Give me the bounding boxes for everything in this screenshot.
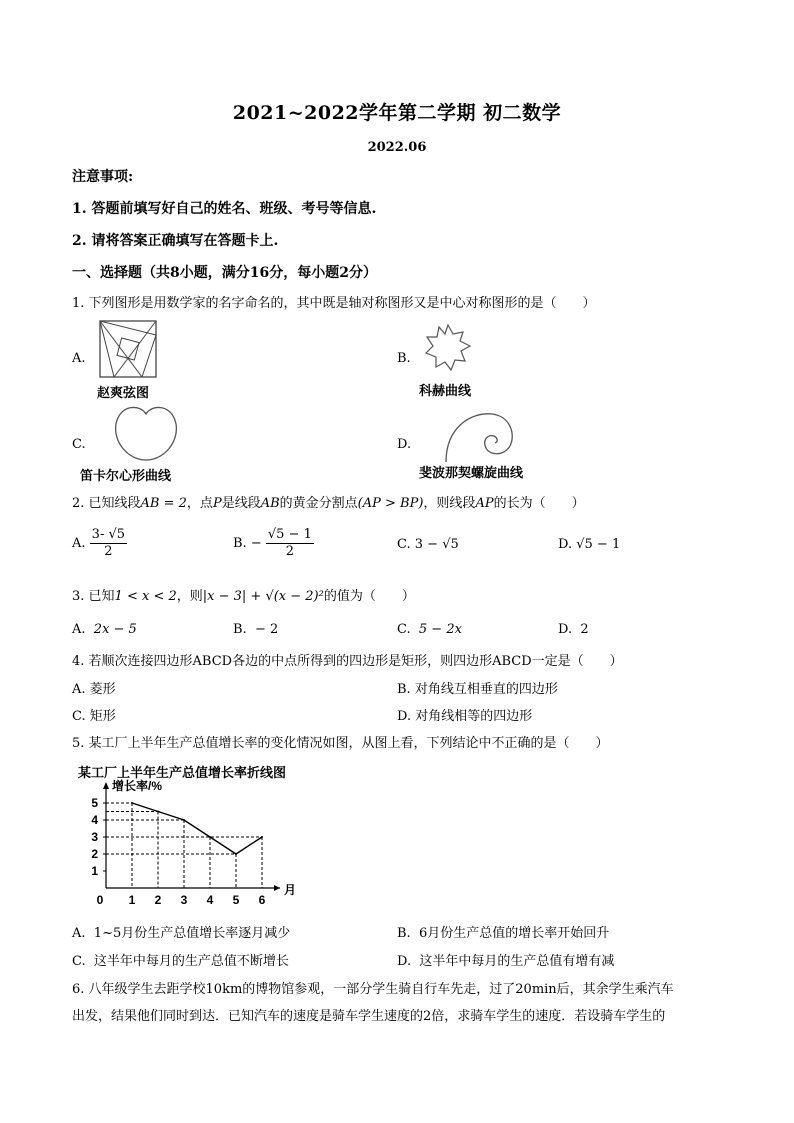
q6-line-1: 6. 八年级学生去距学校10km的博物馆参观，一部分学生骑自行车先走，过了20min后，其余学生乘汽车: [72, 982, 674, 997]
q2-option-c-text: 3 − √5: [414, 537, 459, 552]
q3-option-d-label: D.: [558, 622, 573, 637]
q4-option-c-text: 矩形: [89, 709, 116, 724]
q3-option-a-text: 2x − 5: [93, 622, 137, 637]
q2-stem-k: 的长为（ ）: [493, 496, 585, 511]
q2-stem: [72, 492, 585, 511]
q2-stem-e: 是线段: [221, 496, 261, 511]
chart-y-arrow: [103, 782, 109, 789]
q3-stem-e: 的值为（ ）: [323, 589, 415, 604]
q1-option-a-caption: 赵爽弦图: [97, 386, 150, 401]
q4-option-c-label: C.: [72, 709, 86, 724]
q3-option-b-text: − 2: [254, 622, 279, 637]
q4-option-c: [72, 705, 116, 724]
q3-option-b: [233, 622, 278, 637]
q3-option-c: [397, 622, 462, 637]
q2-option-a-fraction: [90, 527, 127, 560]
q6-line-2: 出发，结果他们同时到达．已知汽车的速度是骑车学生速度的2倍，求骑车学生的速度．若设骑车学生的: [72, 1009, 666, 1024]
q3-option-d: [558, 622, 589, 637]
chart-data-point: [183, 819, 185, 821]
note-item-1: 1. 答题前填写好自己的姓名、班级、考号等信息.: [72, 201, 377, 217]
q2-option-b-sign: −: [250, 536, 262, 551]
q3-option-a-label: A.: [72, 622, 86, 637]
q2-option-a-num: 3- √5: [91, 527, 126, 542]
q5-option-c-text: 这半年中每月的生产总值不断增长: [93, 954, 289, 969]
koch-curve-figure: [420, 322, 476, 378]
q2-option-b-num: √5 − 1: [267, 527, 312, 542]
q2-option-a-den: 2: [104, 544, 113, 559]
chart-x-tick-label: 3: [180, 893, 188, 907]
q5-option-d-label: D.: [397, 954, 412, 969]
chart-x-tick-label: 6: [258, 893, 266, 907]
fibonacci-spiral-figure: [440, 408, 520, 464]
q2-option-b-den: 2: [285, 544, 294, 559]
q2-option-d-text: √5 − 1: [576, 537, 621, 552]
q4-option-d-text: 对角线相等的四边形: [415, 709, 533, 724]
q3-stem-a: 3. 已知: [72, 589, 115, 604]
q2-stem-ab2: AB: [260, 496, 280, 511]
q1-stem: 1. 下列图形是用数学家的名字命名的，其中既是轴对称图形又是中心对称图形的是（ ）: [72, 296, 596, 311]
chart-x-axis-label: 月: [284, 883, 297, 897]
q4-option-a-text: 菱形: [89, 682, 116, 697]
chart-title: 某工厂上半年生产总值增长率折线图: [78, 766, 287, 781]
q2-stem-condition: (AP > BP): [357, 496, 424, 511]
chart-data-point: [131, 802, 133, 804]
q2-stem-g: 的黄金分割点: [279, 496, 358, 511]
q5-option-a-label: A.: [72, 926, 86, 941]
q1-option-b-caption: 科赫曲线: [419, 384, 472, 399]
q2-option-b-label: B.: [233, 536, 247, 551]
q3-stem-expression: |x − 3| + √(x − 2)²: [202, 589, 324, 604]
chart-data-point: [261, 836, 263, 838]
q5-option-b-text: 6月份生产总值的增长率开始回升: [418, 926, 610, 941]
chart-y-tick-label: 3: [91, 830, 98, 844]
chart-series-line: [132, 803, 262, 854]
q2-stem-ap: AP: [475, 496, 494, 511]
chart-y-tick-label: 4: [91, 813, 98, 827]
q2-option-c: [397, 537, 459, 552]
chart-data-point: [235, 853, 237, 855]
chart-x-arrow: [274, 885, 280, 891]
chart-data-point: [157, 811, 159, 813]
q2-option-b-fraction: [266, 527, 314, 560]
q4-stem: 4. 若顺次连接四边形ABCD各边的中点所得到的四边形是矩形，则四边形ABCD一定是（ ）: [72, 654, 623, 669]
chart-data-point: [209, 836, 211, 838]
chart-y-axis-label: 增长率/%: [112, 779, 163, 793]
q2-stem-p: P: [212, 496, 222, 511]
q2-stem-i: ，则线段: [423, 496, 476, 511]
cardioid-figure: [110, 402, 182, 462]
q1-option-d-label: D.: [397, 437, 412, 452]
q3-option-a: [72, 622, 137, 637]
page-title: 2021~2022学年第二学期 初二数学: [232, 102, 562, 124]
q1-option-c-label: C.: [72, 437, 86, 452]
note-item-2: 2. 请将答案正确填写在答题卡上.: [72, 233, 279, 249]
q3-option-c-text: 5 − 2x: [418, 622, 462, 637]
q1-option-b-label: B.: [397, 351, 411, 366]
q5-option-c: [72, 950, 289, 969]
q2-option-d-label: D.: [558, 537, 573, 552]
q3-option-c-label: C.: [397, 622, 411, 637]
q1-option-a-label: A.: [72, 351, 86, 366]
q3-option-b-label: B.: [233, 622, 247, 637]
q2-stem-c: ，点: [186, 496, 213, 511]
q5-option-b-label: B.: [397, 926, 411, 941]
q5-option-d-text: 这半年中每月的生产总值有增有减: [419, 954, 615, 969]
q5-stem: 5. 某工厂上半年生产总值增长率的变化情况如图，从图上看，下列结论中不正确的是（ ）: [72, 736, 609, 751]
section-heading: 一、选择题（共8小题，满分16分，每小题2分）: [72, 265, 377, 281]
chart-y-tick-label: 1: [91, 864, 98, 878]
q3-stem-c: ，则: [176, 589, 203, 604]
chart-y-tick-label: 5: [91, 796, 98, 810]
chart-x-tick-label: 4: [206, 893, 214, 907]
q2-option-b: [233, 527, 314, 560]
q4-option-a-label: A.: [72, 682, 86, 697]
q4-option-a: [72, 678, 116, 697]
chart-x-tick-label: 5: [232, 893, 240, 907]
q2-option-a-label: A.: [72, 536, 86, 551]
chart-y-tick-label: 2: [91, 847, 98, 861]
zhao-shuang-figure: [99, 320, 157, 378]
q4-option-d: [397, 705, 532, 724]
growth-rate-chart: [84, 780, 304, 910]
q2-option-c-label: C.: [397, 537, 411, 552]
q5-option-a: [72, 922, 290, 941]
notes-heading: 注意事项:: [72, 169, 134, 185]
q3-stem: [72, 585, 415, 604]
q3-stem-range: 1 < x < 2: [114, 589, 177, 604]
chart-x-tick-label: 2: [154, 893, 162, 907]
q1-option-c-caption: 笛卡尔心形曲线: [80, 469, 172, 484]
chart-x-tick-label: 1: [128, 893, 136, 907]
q2-stem-ab: AB = 2: [140, 496, 187, 511]
q1-option-d-caption: 斐波那契螺旋曲线: [419, 466, 524, 481]
q2-stem-a: 2. 已知线段: [72, 496, 141, 511]
q5-option-d: [397, 950, 614, 969]
q5-option-c-label: C.: [72, 954, 86, 969]
exam-date: 2022.06: [367, 140, 427, 155]
q5-option-b: [397, 922, 609, 941]
q2-option-a: [72, 527, 127, 560]
q3-option-d-text: 2: [580, 622, 589, 637]
q4-option-d-label: D.: [397, 709, 412, 724]
q4-option-b: [397, 678, 558, 697]
q5-option-a-text: 1~5月份生产总值增长率逐月减少: [93, 926, 291, 941]
q2-option-d: [558, 537, 620, 552]
q4-option-b-text: 对角线互相垂直的四边形: [414, 682, 558, 697]
chart-x-tick-label: 0: [96, 893, 104, 907]
q4-option-b-label: B.: [397, 682, 411, 697]
